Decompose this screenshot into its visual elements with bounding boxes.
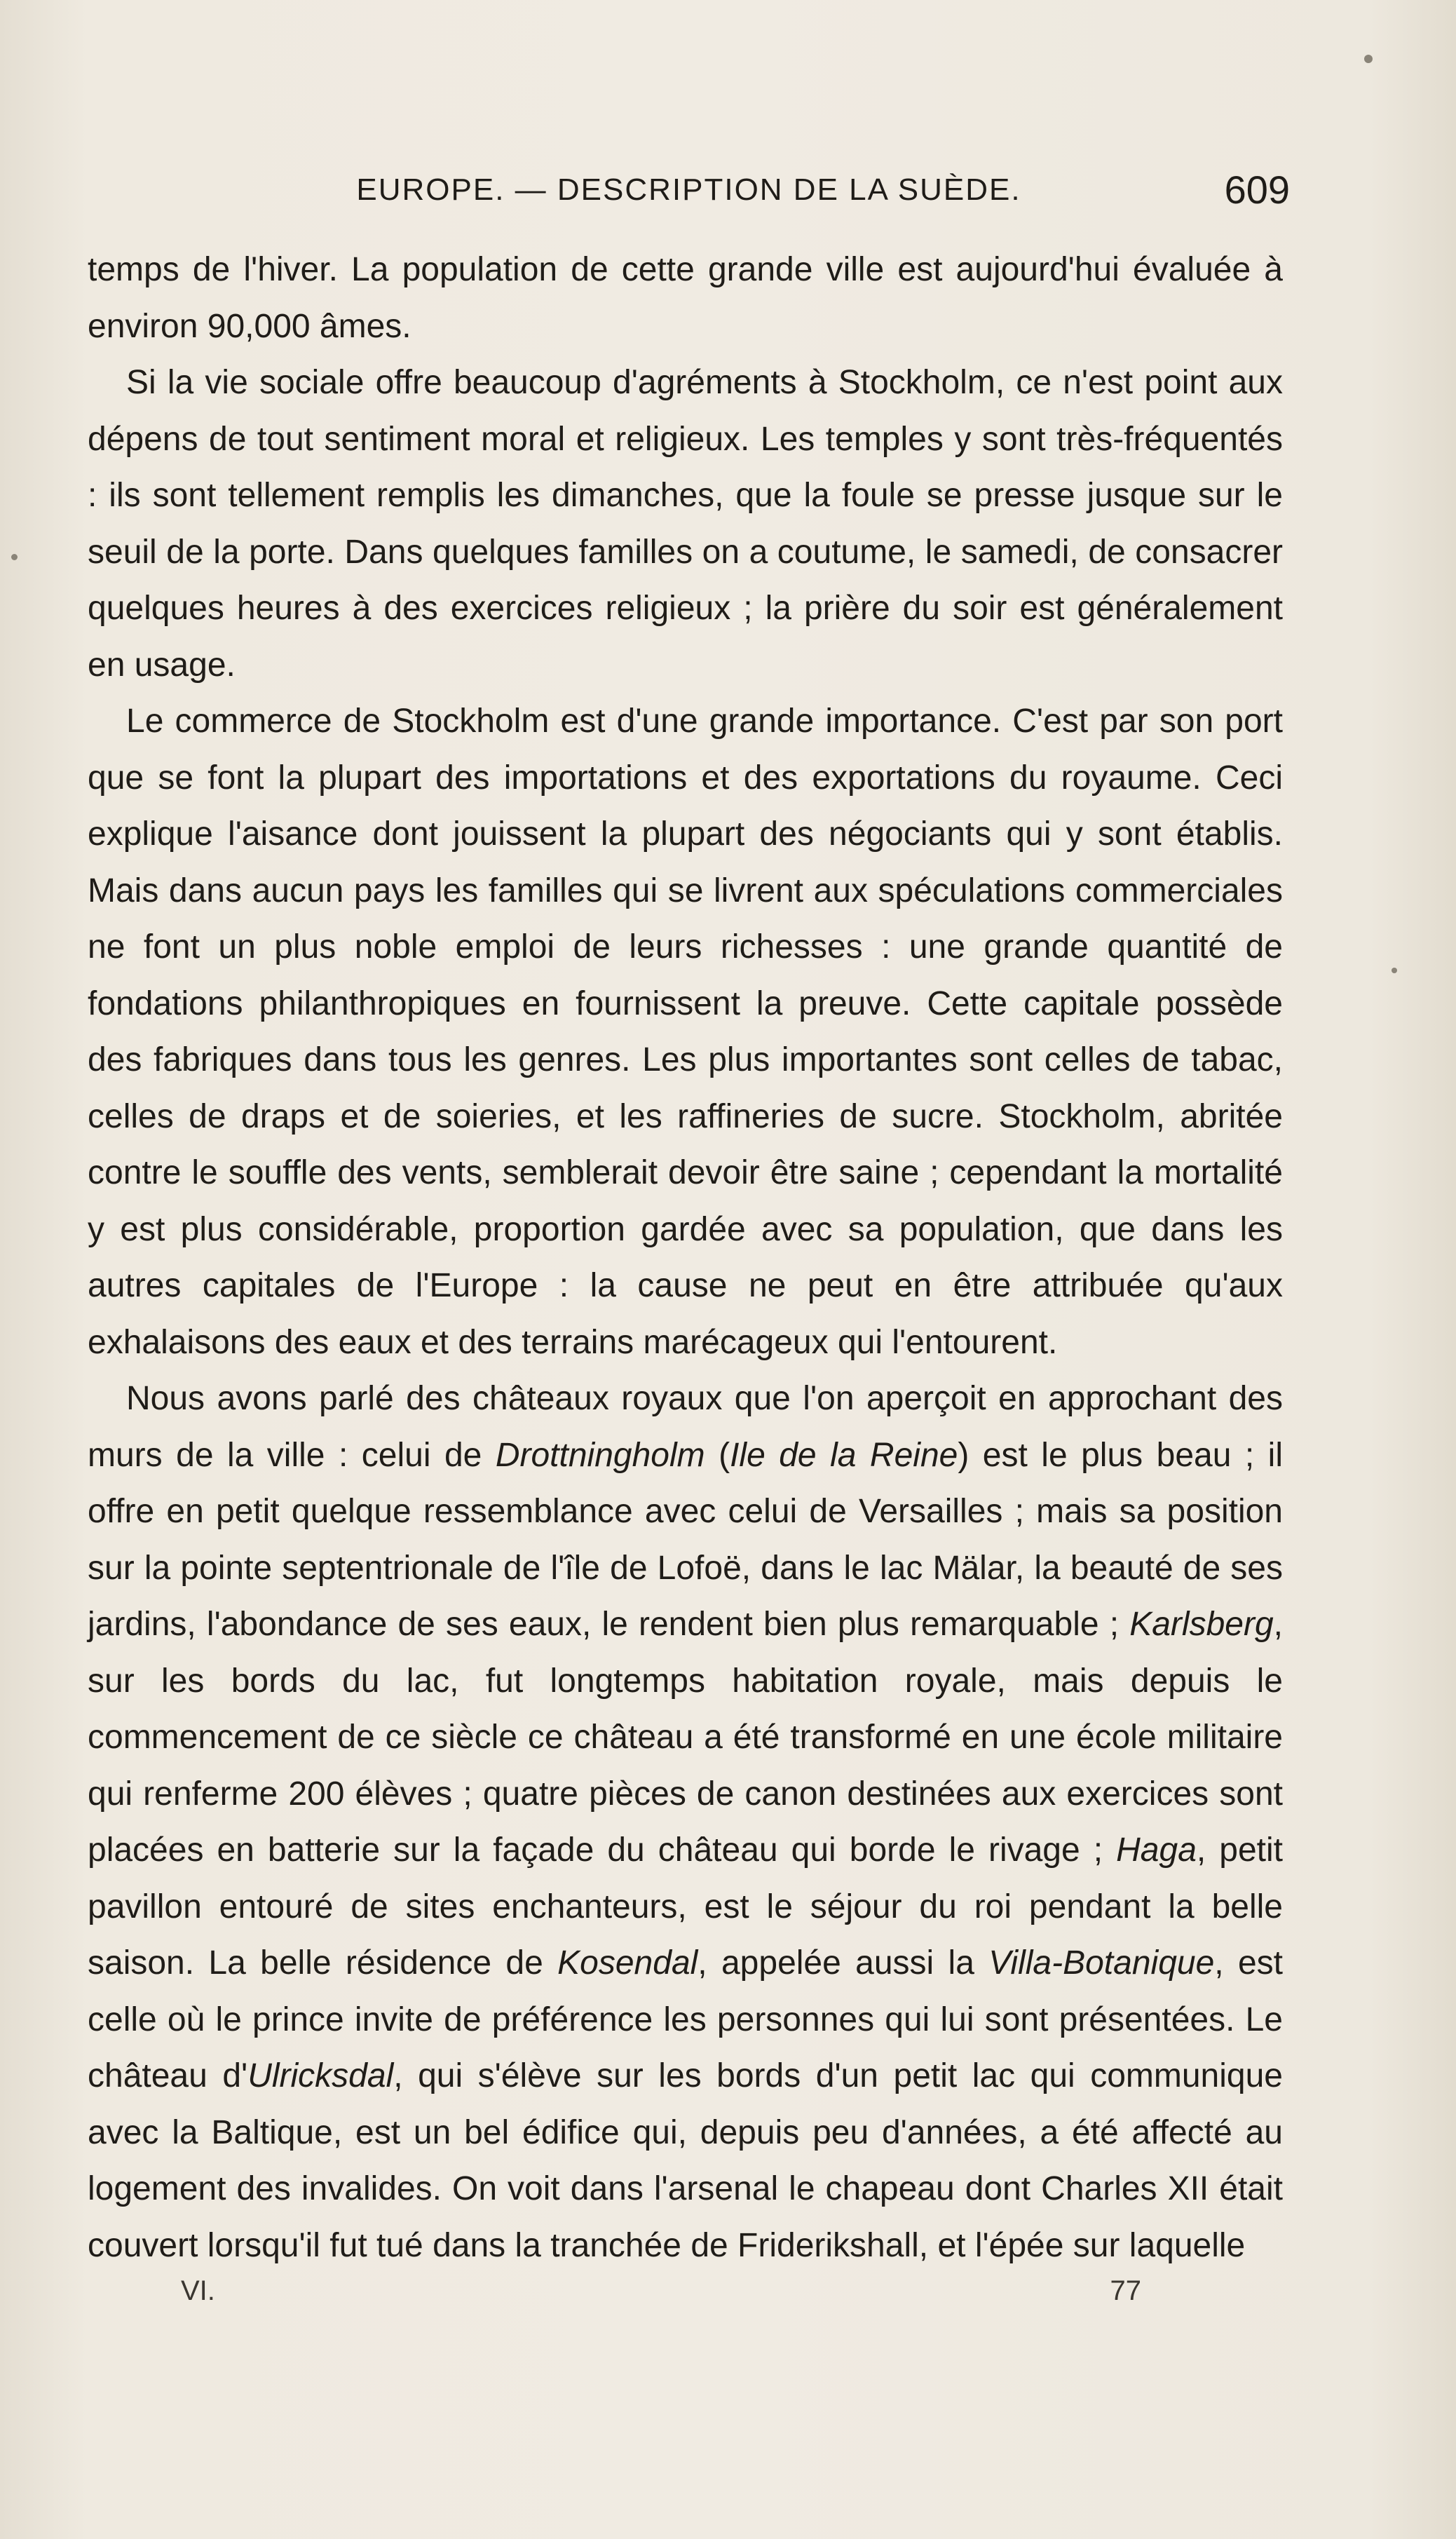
place-drottningholm: Drottningholm (495, 1436, 705, 1474)
paragraph-1: temps de l'hiver. La population de cette grande ville est aujourd'hui évaluée à environ 90,000 âmes. (88, 251, 1283, 345)
paragraph-4-text-6: , appelée aussi la (698, 1944, 989, 1982)
paragraph-4-text-1: Nous avons parlé des châteaux royaux que l'on aperçoit en approchant des murs de la ville : celui de (88, 1380, 1283, 1474)
page-footer (181, 2275, 1162, 2317)
place-karlsberg: Karlsberg (1129, 1606, 1274, 1643)
paragraph-4-text-2: ( (705, 1436, 730, 1474)
place-kosendal: Kosendal (557, 1944, 698, 1982)
place-ile-de-la-reine: Ile de la Reine (730, 1436, 958, 1474)
running-header (88, 167, 1290, 216)
paragraph-4-text-8: , qui s'élève sur les bords d'un petit lac qui communique avec la Baltique, est un bel édifice qui, depuis peu d'années, a été affecté au logement des invalides. On voit dans l'arsenal le chapeau dont Charles XII était couvert lorsqu'il fut tué dans la tranchée de Friderikshall, et l'épée sur laquelle (88, 2057, 1284, 2264)
place-ulricksdal: Ulricksdal (247, 2057, 394, 2094)
page-number: 609 (1224, 168, 1290, 212)
paper-speck (11, 554, 18, 560)
paragraph-4 (88, 1371, 1283, 2274)
paragraph-4-text-3: ) est le plus beau ; il offre en petit quelque ressemblance avec celui de Versailles ; mais sa position sur la pointe septentrionale de l'île de Lofoë, dans le lac Mälar, la beauté de ses jardins, l'abondance de ses eaux, le rendent bien plus remarquable ; (88, 1436, 1284, 1643)
paragraph-4-text-4: , sur les bords du lac, fut longtemps habitation royale, mais depuis le commencement de ce siècle ce château a été transformé en une école militaire qui renferme 200 élèves ; quatre pièces de canon destinées aux exercices sont placées en batterie sur la façade du château qui borde le rivage ; (88, 1606, 1283, 1869)
paragraph-4-text-5: , petit pavillon entouré de sites enchanteurs, est le séjour du roi pendant la belle saison. La belle résidence de (88, 1832, 1283, 1982)
paper-speck (1392, 968, 1397, 973)
paragraph-2: Si la vie sociale offre beaucoup d'agréments à Stockholm, ce n'est point aux dépens de tout sentiment moral et religieux. Les temples y sont très-fréquentés : ils sont tellement remplis les dimanches, que la foule se presse jusque sur le seuil de la porte. Dans quelques familles on a coutume, le samedi, de consacrer quelques heures à des exercices religieux ; la prière du soir est généralement en usage. (88, 364, 1283, 684)
paper-speck (1364, 55, 1373, 63)
body-text (88, 242, 1283, 2274)
place-villa-botanique: Villa-Botanique (988, 1944, 1215, 1982)
paragraph-3: Le commerce de Stockholm est d'une grande importance. C'est par son port que se font la plupart des importations et des exportations du royaume. Ceci explique l'aisance dont jouissent la plupart des négociants qui y sont établis. Mais dans aucun pays les familles qui se livrent aux spéculations commerciales ne font un plus noble emploi de leurs richesses : une grande quantité de fondations philanthropiques en fournissent la preuve. Cette capitale possède des fabriques dans tous les genres. Les plus importantes sont celles de tabac, celles de draps et de soieries, et les raffineries de sucre. Stockholm, abritée contre le souffle des vents, semblerait devoir être saine ; cependant la mortalité y est plus considérable, proportion gardée avec sa population, que dans les autres capitales de l'Europe : la cause ne peut en être attribuée qu'aux exhalaisons des eaux et des terrains marécageux qui l'entourent. (88, 703, 1283, 1361)
place-haga: Haga (1116, 1832, 1197, 1869)
sheet-signature: 77 (1110, 2275, 1141, 2306)
paragraph-4-text-7: , est celle où le prince invite de préférence les personnes qui lui sont présentées. Le château d' (88, 1944, 1283, 2094)
running-title: EUROPE. — DESCRIPTION DE LA SUÈDE. (356, 172, 1021, 207)
volume-signature: VI. (181, 2275, 215, 2306)
